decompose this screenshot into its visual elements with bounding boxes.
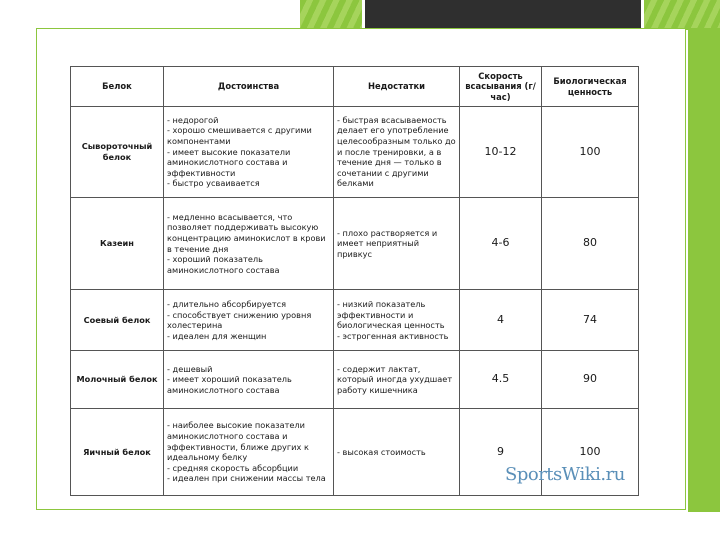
bio-value-cell: 80	[542, 197, 639, 290]
protein-name-cell: Казеин	[71, 197, 164, 290]
protein-comparison-table	[70, 66, 639, 496]
table-row	[71, 197, 639, 290]
decorative-green-side	[688, 28, 720, 540]
pros-cell: - дешевый - имеет хороший показатель аминокислотного состава	[164, 350, 334, 408]
speed-cell: 9	[460, 409, 542, 496]
header-value: Биологическая ценность	[542, 67, 639, 107]
bio-value-cell: 100	[542, 107, 639, 198]
pros-cell: - медленно всасывается, что позволяет поддерживать высокую концентрацию аминокислот в крови в течение дня - хороший показатель аминокислотного состава	[164, 197, 334, 290]
protein-name-cell: Яичный белок	[71, 409, 164, 496]
cons-cell: - содержит лактат, который иногда ухудшает работу кишечника	[334, 350, 460, 408]
table-row	[71, 290, 639, 350]
cons-cell: - низкий показатель эффективности и биологическая ценность - эстрогенная активность	[334, 290, 460, 350]
header-pros: Достоинства	[164, 67, 334, 107]
bio-value-cell: 74	[542, 290, 639, 350]
speed-cell: 4.5	[460, 350, 542, 408]
bio-value-cell: 90	[542, 350, 639, 408]
pros-cell: - длительно абсорбируется - способствует снижению уровня холестерина - идеален для женщин	[164, 290, 334, 350]
watermark: SportsWiki.ru	[505, 464, 625, 485]
speed-cell: 10-12	[460, 107, 542, 198]
cons-cell: - быстрая всасываемость делает его употребление целесообразным только до и после тренировки, а в течение дня — только в сочетании с другими белками	[334, 107, 460, 198]
speed-cell: 4-6	[460, 197, 542, 290]
pros-cell: - недорогой - хорошо смешивается с другими компонентами - имеет высокие показатели аминокислотного состава и эффективности - быстро усваивается	[164, 107, 334, 198]
pros-cell: - наиболее высокие показатели аминокислотного состава и эффективности, ближе других к идеальному белку - средняя скорость абсорбции - идеален при снижении массы тела	[164, 409, 334, 496]
header-speed: Скорость всасывания (г/час)	[460, 67, 542, 107]
protein-name-cell: Соевый белок	[71, 290, 164, 350]
table-header-row	[71, 67, 639, 107]
cons-cell: - высокая стоимость	[334, 409, 460, 496]
bottom-margin	[0, 512, 720, 540]
protein-table-wrap	[70, 66, 638, 496]
speed-cell: 4	[460, 290, 542, 350]
cons-cell: - плохо растворяется и имеет неприятный привкус	[334, 197, 460, 290]
bio-value-cell: 100	[542, 409, 639, 496]
table-row	[71, 350, 639, 408]
protein-name-cell: Молочный белок	[71, 350, 164, 408]
table-row	[71, 107, 639, 198]
table-body	[71, 107, 639, 496]
protein-name-cell: Сывороточный белок	[71, 107, 164, 198]
header-cons: Недостатки	[334, 67, 460, 107]
header-protein: Белок	[71, 67, 164, 107]
